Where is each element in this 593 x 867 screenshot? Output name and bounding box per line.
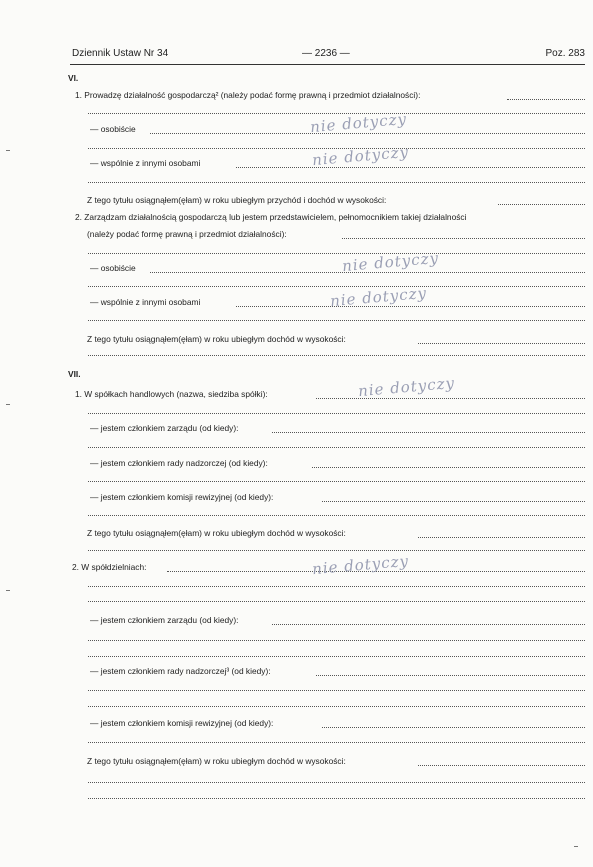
margin-mark: [6, 590, 10, 591]
s6-item1-jointly-field-line2[interactable]: [88, 182, 585, 183]
s7-item2-income-field-line3[interactable]: [88, 798, 585, 799]
s7-item2-board-label: — jestem członkiem zarządu (od kiedy):: [90, 615, 239, 625]
handwritten-note: nie dotyczy: [357, 373, 456, 401]
margin-mark: [574, 846, 578, 847]
s7-item1-income-field-line2[interactable]: [88, 550, 585, 551]
s7-item2-income-label: Z tego tytułu osiągnąłem(ęłam) w roku ubiegłym dochód w wysokości:: [87, 756, 346, 766]
s7-item1-income-field[interactable]: [418, 537, 585, 538]
s7-item2-income-field-line2[interactable]: [88, 782, 585, 783]
s7-item1-audit-field-line2[interactable]: [88, 515, 585, 516]
s6-item1-field[interactable]: [507, 99, 585, 100]
s6-item2-income-field[interactable]: [418, 343, 585, 344]
s6-item2-label-line2: (należy podać formę prawną i przedmiot działalności):: [87, 229, 287, 239]
s6-item2-jointly-label: — wspólnie z innymi osobami: [90, 297, 201, 307]
s7-item2-audit-field[interactable]: [322, 727, 585, 728]
s6-item1-personally-label: — osobiście: [90, 124, 136, 134]
s7-item1-board-field-line2[interactable]: [88, 447, 585, 448]
s7-item1-field-line2[interactable]: [88, 413, 585, 414]
s6-item1-income-label: Z tego tytułu osiągnąłem(ęłam) w roku ubiegłym przychód i dochód w wysokości:: [87, 195, 387, 205]
section-7-title: VII.: [68, 369, 81, 379]
s7-item2-audit-field-line2[interactable]: [88, 742, 585, 743]
s6-item2-label: 2. Zarządzam działalnością gospodarczą lub jestem przedstawicielem, pełnomocnikiem takiej działalności: [75, 212, 467, 222]
s7-item2-audit-label: — jestem członkiem komisji rewizyjnej (od kiedy):: [90, 718, 274, 728]
s7-item2-board-field-line2[interactable]: [88, 640, 585, 641]
s7-item1-income-label: Z tego tytułu osiągnąłem(ęłam) w roku ubiegłym dochód w wysokości:: [87, 528, 346, 538]
handwritten-note: nie dotyczy: [311, 142, 410, 170]
s6-item1-label: 1. Prowadzę działalność gospodarczą² (należy podać formę prawną i przedmiot działalności):: [75, 90, 421, 100]
s7-item1-supervisory-field[interactable]: [312, 467, 585, 468]
s7-item1-board-field[interactable]: [272, 432, 585, 433]
s6-item2-personally-label: — osobiście: [90, 263, 136, 273]
handwritten-note: nie dotyczy: [341, 248, 440, 276]
margin-mark: [6, 150, 10, 151]
s7-item1-field[interactable]: [316, 398, 585, 399]
s6-item2-field[interactable]: [342, 238, 585, 239]
s7-item1-board-label: — jestem członkiem zarządu (od kiedy):: [90, 423, 239, 433]
s7-item1-supervisory-label: — jestem członkiem rady nadzorczej (od kiedy):: [90, 458, 268, 468]
position-number: Poz. 283: [545, 48, 585, 59]
s7-item1-label: 1. W spółkach handlowych (nazwa, siedziba spółki):: [75, 389, 268, 399]
handwritten-note: nie dotyczy: [311, 551, 410, 579]
s7-item1-audit-label: — jestem członkiem komisji rewizyjnej (od kiedy):: [90, 492, 274, 502]
margin-mark: [6, 404, 10, 405]
s6-item1-income-field[interactable]: [498, 204, 585, 205]
s6-item1-jointly-field[interactable]: [236, 167, 585, 168]
s6-item2-personally-field-line2[interactable]: [88, 286, 585, 287]
section-6-title: VI.: [68, 73, 79, 83]
handwritten-note: nie dotyczy: [309, 109, 408, 137]
s6-item2-field-line2[interactable]: [88, 253, 585, 254]
s7-item1-supervisory-field-line2[interactable]: [88, 481, 585, 482]
s6-item2-jointly-field[interactable]: [236, 306, 585, 307]
s7-item2-field-line3[interactable]: [88, 601, 585, 602]
s6-item1-personally-field[interactable]: [150, 133, 585, 134]
s7-item2-board-field-line3[interactable]: [88, 656, 585, 657]
s7-item1-audit-field[interactable]: [322, 501, 585, 502]
s7-item2-supervisory-field[interactable]: [316, 675, 585, 676]
s6-item2-income-field-line2[interactable]: [88, 355, 585, 356]
journal-title: Dziennik Ustaw Nr 34: [72, 48, 169, 59]
header-divider: [70, 64, 585, 65]
s6-item1-field-line2[interactable]: [88, 113, 585, 114]
s7-item2-label: 2. W spółdzielniach:: [72, 562, 147, 572]
s6-item2-income-label: Z tego tytułu osiągnąłem(ęłam) w roku ubiegłym dochód w wysokości:: [87, 334, 346, 344]
s7-item2-income-field[interactable]: [418, 765, 585, 766]
s6-item2-jointly-field-line2[interactable]: [88, 320, 585, 321]
s7-item2-field-line2[interactable]: [88, 586, 585, 587]
s7-item2-supervisory-field-line2[interactable]: [88, 690, 585, 691]
s7-item2-board-field[interactable]: [272, 624, 585, 625]
s7-item2-supervisory-field-line3[interactable]: [88, 706, 585, 707]
s7-item2-supervisory-label: — jestem członkiem rady nadzorczej³ (od kiedy):: [90, 666, 271, 676]
s6-item1-jointly-label: — wspólnie z innymi osobami: [90, 158, 201, 168]
handwritten-note: nie dotyczy: [329, 283, 428, 311]
page-number: — 2236 —: [302, 48, 350, 59]
